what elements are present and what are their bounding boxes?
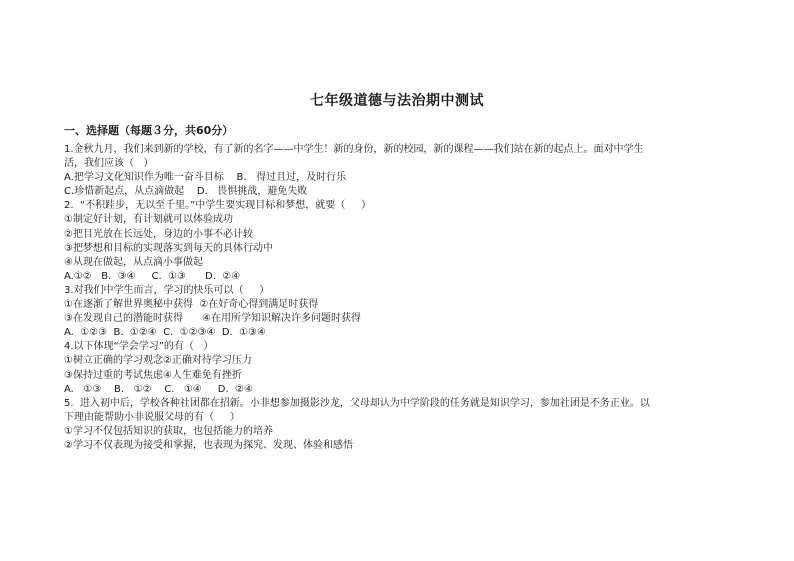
text-line: ③把梦想和目标的实现落实到每天的具体行动中: [64, 242, 273, 254]
text-line: ①制定好计划，有计划就可以体验成功: [64, 214, 233, 226]
text-line: C.珍惜新起点，从点滴做起 D. 畏惧挑战，避免失败: [64, 186, 308, 198]
questions-body: [64, 143, 754, 453]
text-line: A.把学习文化知识作为唯一奋斗目标 B. 得过且过，及时行乐: [64, 172, 347, 184]
text-line: A. ①③ B. ①② C. ①④ D. ②④: [64, 383, 253, 395]
text-line: ③在发现自己的潜能时获得 ④在用所学知识解决许多问题时获得: [64, 313, 362, 325]
section-heading: 一、选择题（每题３分，共60分）: [64, 124, 234, 137]
text-line: 活，我们应该（ ）: [64, 158, 154, 170]
text-line: ①树立正确的学习观念②正确对待学习压力: [64, 355, 252, 367]
text-line: 5. 进入初中后，学校各种社团都在招新。小非想参加摄影沙龙，父母却认为中学阶段的任务就是知识学习，参加社团是不务正业。以: [64, 397, 650, 409]
text-line: 下理由能帮助小非说服父母的有（ ）: [64, 411, 240, 423]
text-line: ①在逐渐了解世界奥秘中获得 ②在好奇心得到满足时获得: [64, 299, 319, 311]
text-line: 1.金秋九月，我们来到新的学校，有了新的名字——中学生！新的身份，新的校园，新的课程——我们站在新的起点上。面对中学生: [64, 144, 644, 155]
exam-title: 七年级道德与法治期中测试: [310, 93, 484, 109]
text-line: 4.以下体现“学会学习”的有（ ）: [64, 341, 214, 353]
text-line: ④从现在做起，从点滴小事做起: [64, 256, 203, 268]
text-line: ③保持过重的考试焦虑④人生难免有挫折: [64, 369, 242, 381]
text-line: ②把目光放在长远处，身边的小事不必计较: [64, 228, 253, 240]
text-line: A. ①②③ B. ①②④ C. ①②③④ D. ①③④: [64, 327, 266, 339]
text-line: A.①② B. ③④ C. ①③ D. ②④: [64, 270, 241, 282]
text-line: 3.对我们中学生而言，学习的快乐可以（ ）: [64, 284, 270, 296]
text-line: ①学习不仅包括知识的获取，也包括能力的培养: [64, 425, 273, 437]
text-line: 2. “不积跬步，无以至千里。”中学生要实现目标和梦想，就要（ ）: [64, 200, 372, 212]
text-line: ②学习不仅表现为接受和掌握，也表现为探究、发现、体验和感悟: [64, 439, 353, 451]
